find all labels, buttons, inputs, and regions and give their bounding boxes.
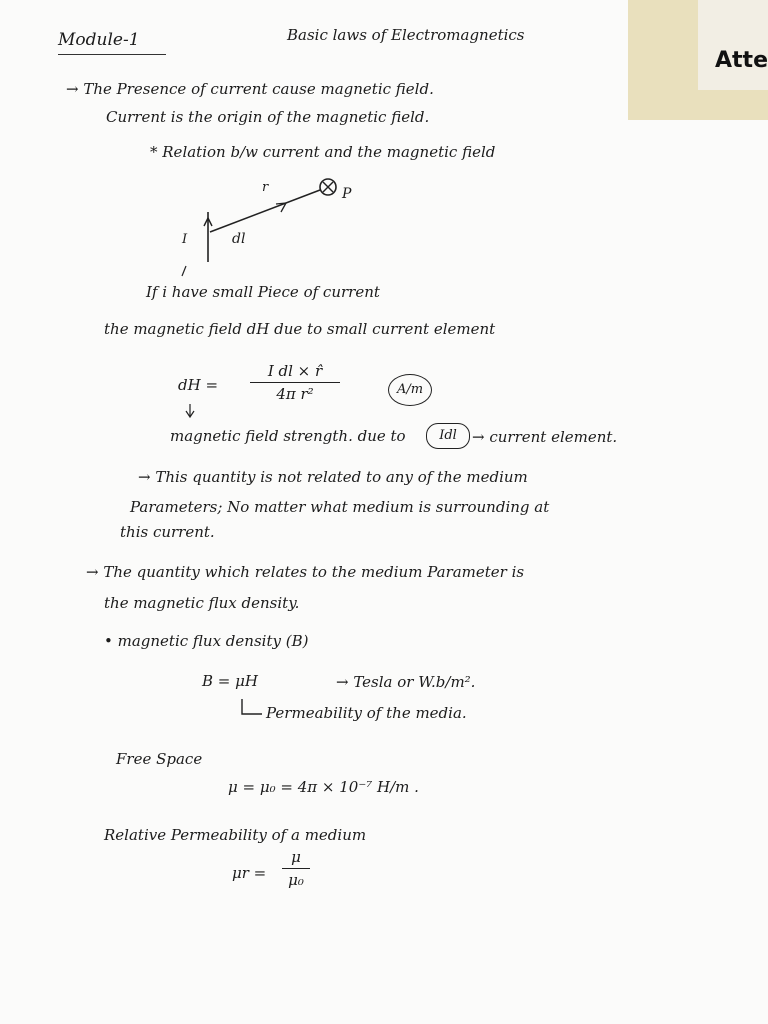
note-line-small-piece: If i have small Piece of current: [146, 283, 380, 301]
diagram-p-label: P: [342, 186, 352, 202]
note-line-quantity-2: Parameters; No matter what medium is surrounding at: [130, 498, 550, 516]
formula-dh-denominator: 4π r²: [276, 385, 314, 403]
note-line-quantity-3: this current.: [120, 523, 215, 541]
note-line-strength: magnetic field strength. due to: [170, 427, 406, 445]
diagram-i-label: I: [182, 232, 188, 247]
permeability-note: Permeability of the media.: [266, 704, 467, 722]
relative-permeability-denominator: μ₀: [288, 871, 304, 889]
note-line-quantity-5: the magnetic flux density.: [104, 594, 300, 612]
relative-permeability-label: Relative Permeability of a medium: [104, 826, 367, 844]
free-space-label: Free Space: [116, 750, 203, 768]
relative-permeability-fraction: [282, 848, 310, 889]
unit-circle: A/m: [388, 374, 432, 406]
flux-density-heading: • magnetic flux density (B): [104, 632, 309, 650]
note-line-relation: * Relation b/w current and the magnetic field: [150, 143, 496, 161]
relative-permeability-lhs: μr =: [232, 864, 267, 882]
adjacent-page-text: Atte: [715, 48, 768, 73]
current-element-circle: Idl: [426, 423, 470, 449]
flux-density-formula: B = μH: [202, 672, 258, 690]
note-line-origin: Current is the origin of the magnetic field.: [106, 108, 430, 126]
fraction-bar: [282, 868, 310, 869]
note-line-strength-suffix: → current element.: [472, 428, 618, 446]
free-space-mu0: μ = μ₀ = 4π × 10⁻⁷ H/m .: [228, 778, 419, 796]
note-line-field-due: the magnetic field dH due to small current element: [104, 320, 496, 338]
formula-dh-fraction: [250, 362, 340, 403]
module-label: Module-1: [58, 30, 140, 50]
page-title: Basic laws of Electromagnetics: [287, 26, 525, 44]
flux-density-unit: → Tesla or W.b/m².: [336, 673, 476, 691]
note-line-presence: → The Presence of current cause magnetic field.: [66, 80, 434, 98]
relative-permeability-numerator: μ: [291, 848, 301, 866]
formula-dh-numerator: I dl × r̂: [267, 362, 323, 380]
fraction-bar: [250, 382, 340, 383]
note-line-quantity-1: → This quantity is not related to any of the medium: [138, 468, 528, 486]
diagram-dl-label: dl: [232, 231, 246, 247]
note-line-quantity-4: → The quantity which relates to the medium Parameter is: [86, 563, 525, 581]
diagram-r-label: r: [262, 180, 269, 195]
formula-dh-lhs: dH =: [178, 376, 219, 394]
